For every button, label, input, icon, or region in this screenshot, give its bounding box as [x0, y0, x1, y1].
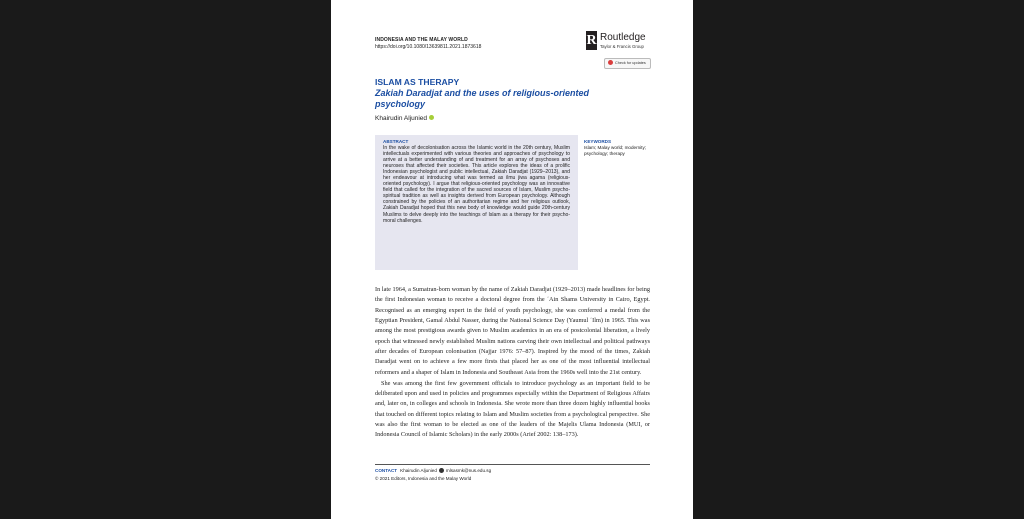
article-title — [375, 77, 625, 110]
copyright-notice: © 2021 Editors, Indonesia and the Malay World — [375, 475, 472, 481]
contact-name: Khairudin Aljunied — [400, 468, 437, 473]
publisher-logo — [586, 31, 656, 51]
body-paragraph: In late 1964, a Sumatran-born woman by the name of Zakiah Daradjat (1929–2013) made headlines for being the first Indonesian woman to receive a doctoral degree from the ʿAin Shams University in Cairo, Egypt. Recognised as an emerging expert in the field of youth psychology, she was conferred a medal from the Egyptian President, Gamal Abdul Nasser, during the National Science Day (Yaumul ʿIlm) in 1965. This was among the most prestigious awards given to Muslim academics in an era of postcolonial liberation, a lively epoch that witnessed newly established Muslim nations carving their own intellectual and political pathways after decades of European colonisation (Najjar 1976: 57–87). Inspired by the mood of the times, Zakiah Daradjat went on to achieve a few more firsts that placed her as one of the most influential intellectual reformers and a shaper of Islam in Indonesia and Southeast Asia from the 1960s well into the 21st century. — [375, 286, 650, 376]
footer — [375, 467, 491, 482]
check-for-updates-button[interactable] — [604, 58, 651, 69]
orcid-icon[interactable] — [429, 115, 434, 120]
author-name[interactable]: Khairudin Aljunied — [375, 115, 428, 122]
contact-label: CONTACT — [375, 468, 398, 473]
abstract-label: ABSTRACT — [383, 139, 409, 144]
abstract-text: In the wake of decolonisation across the Islamic world in the 20th century, Muslim intellectuals experimented with various theories and approaches of psychology to arrive at a better understanding of and treatment for an array of psychoses and neuroses that affected their societies. This article explores the ideas of a prolific Indonesian psychologist and public intellectual, Zakiah Daradjat (1929–2013), and her endeavour at introducing what was termed as ilmu jiwa agama (religious-oriented psychology). I argue that religious-oriented psychology was an innovative field that called for the integration of the sacred sources of Islam, Muslim psycho-spiritual tradition as well as insights derived from European psychology. Although constrained by the policies of an authoritarian regime and her religious outlook, Zakiah Daradjat hoped that this new body of knowledge would guide 20th-century Muslims to delve deeply into the teachings of Islam as a therapy for their psycho-moral challenges. — [383, 145, 570, 224]
article-page — [331, 0, 693, 519]
body-paragraph: She was among the first few government officials to introduce psychology as an important field to be deliberated upon and used in policies and programmes especially within the Department of Religious Affairs and, later on, in colleges and schools in Indonesia. She wrote more than three dozen highly influential books that touched on different topics relating to Islam and Muslim societies from a psychological perspective. She was also the first woman to be elected as one of the leaders of the Majelis Ulama Indonesia (MUI, or Indonesia Council of Islamic Scholars) in the early 2000s (Arief 2002: 138–173). — [375, 379, 650, 439]
keywords-list: Islam; Malay world; modernity; psychology; therapy — [584, 145, 647, 156]
title-main: ISLAM AS THERAPY — [375, 77, 460, 87]
contact-line — [375, 467, 491, 475]
abstract-box — [375, 135, 578, 270]
article-body — [375, 285, 650, 441]
crossmark-icon — [608, 60, 613, 65]
contact-email-link[interactable]: mlsasmk@nus.edu.sg — [445, 468, 492, 473]
journal-doi-link[interactable]: https://doi.org/10.1080/13639811.2021.1873618 — [375, 44, 482, 50]
keywords-label: KEYWORDS — [584, 139, 612, 144]
check-for-updates-label: Check for updates — [615, 61, 646, 65]
title-subtitle: Zakiah Daradjat and the uses of religious-oriented psychology — [375, 88, 590, 109]
routledge-logo-icon: R — [586, 33, 597, 48]
author-line — [375, 115, 434, 122]
email-icon — [439, 468, 444, 473]
journal-name: INDONESIA AND THE MALAY WORLD — [375, 37, 468, 43]
journal-header — [375, 37, 481, 51]
footer-divider — [375, 464, 650, 465]
publisher-subtitle: Taylor & Francis Group — [600, 44, 644, 49]
publisher-name: Routledge — [600, 32, 646, 43]
keywords-section — [584, 139, 656, 157]
